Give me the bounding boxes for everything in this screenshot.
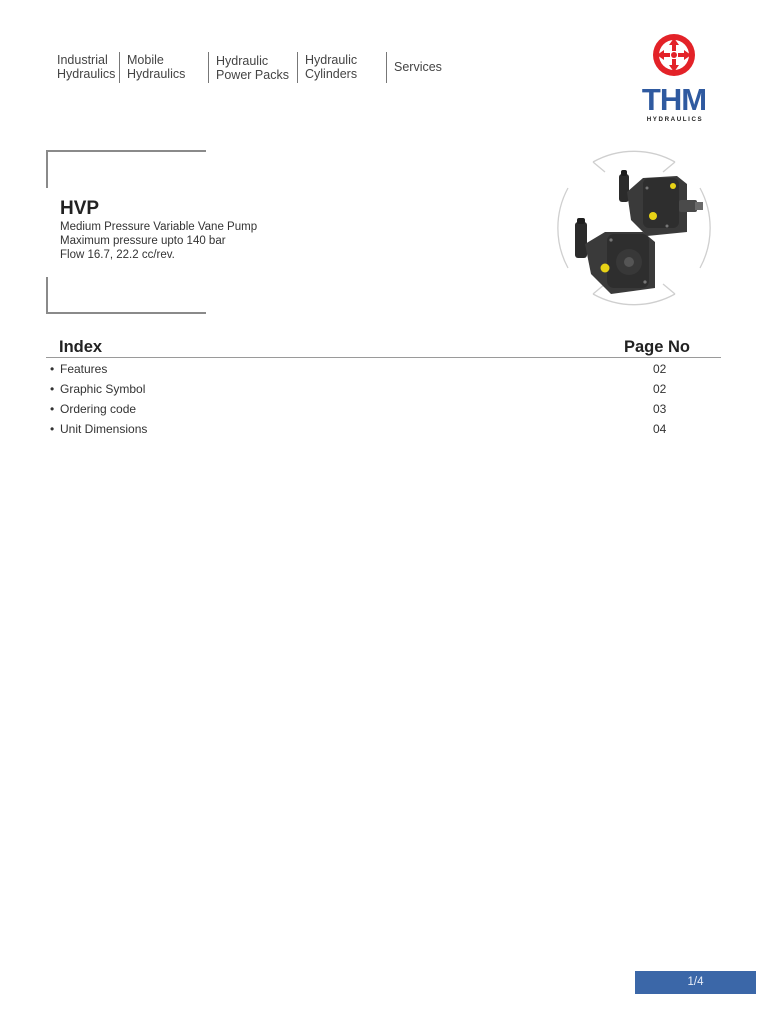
bullet: • <box>50 402 55 416</box>
nav-item-line: Power Packs <box>216 68 289 82</box>
index-row-ordering-code[interactable] <box>50 402 670 418</box>
page-indicator: 1/4 <box>635 971 756 994</box>
index-entry-label: Features <box>60 362 108 376</box>
index-entry-label: Unit Dimensions <box>60 422 148 436</box>
index-entry-label: Ordering code <box>60 402 137 416</box>
index-row-features[interactable] <box>50 362 670 378</box>
nav-item-mobile-hydraulics[interactable] <box>127 53 185 81</box>
index-entry-page: 02 <box>653 362 667 376</box>
nav-item-line: Hydraulics <box>127 67 186 81</box>
bullet: • <box>50 382 55 396</box>
nav-item-line: Hydraulic <box>305 53 358 67</box>
vane-pump-image <box>547 148 721 308</box>
brand-logo[interactable] <box>636 32 712 124</box>
nav-item-industrial-hydraulics[interactable] <box>57 53 115 81</box>
nav-item-line: Hydraulics <box>57 67 116 81</box>
nav-item-line: Industrial <box>57 53 108 67</box>
index-divider <box>46 357 721 358</box>
nav-divider <box>119 52 120 83</box>
nav-divider <box>297 52 298 83</box>
product-description-line: Maximum pressure upto 140 bar <box>60 235 226 247</box>
index-row-graphic-symbol[interactable] <box>50 382 670 398</box>
nav-item-hydraulic-power-packs[interactable] <box>216 54 289 82</box>
bullet: • <box>50 362 55 376</box>
title-frame-bottom <box>46 277 206 314</box>
index-heading: Index <box>59 338 103 356</box>
product-description-line: Flow 16.7, 22.2 cc/rev. <box>60 249 175 261</box>
index-entry-label: Graphic Symbol <box>60 382 146 396</box>
nav-item-line: Mobile <box>127 53 164 67</box>
title-frame-top <box>46 150 206 188</box>
index-entry-page: 03 <box>653 402 667 416</box>
bullet: • <box>50 422 55 436</box>
product-description-line: Medium Pressure Variable Vane Pump <box>60 221 258 233</box>
nav-divider <box>208 52 209 83</box>
logo-subtext: HYDRAULICS <box>646 116 704 123</box>
page-no-heading: Page No <box>624 338 691 356</box>
nav-item-services[interactable] <box>394 60 442 74</box>
index-entry-page: 02 <box>653 382 667 396</box>
nav-item-hydraulic-cylinders[interactable] <box>305 53 357 81</box>
index-row-unit-dimensions[interactable] <box>50 422 670 438</box>
product-code-title: HVP <box>60 198 100 219</box>
nav-item-line: Services <box>394 60 442 74</box>
nav-item-line: Cylinders <box>305 67 358 81</box>
logo-wordmark: THM <box>641 82 707 117</box>
index-entry-page: 04 <box>653 422 667 436</box>
thm-logo-icon <box>636 32 712 124</box>
nav-divider <box>386 52 387 83</box>
nav-item-line: Hydraulic <box>216 54 269 68</box>
